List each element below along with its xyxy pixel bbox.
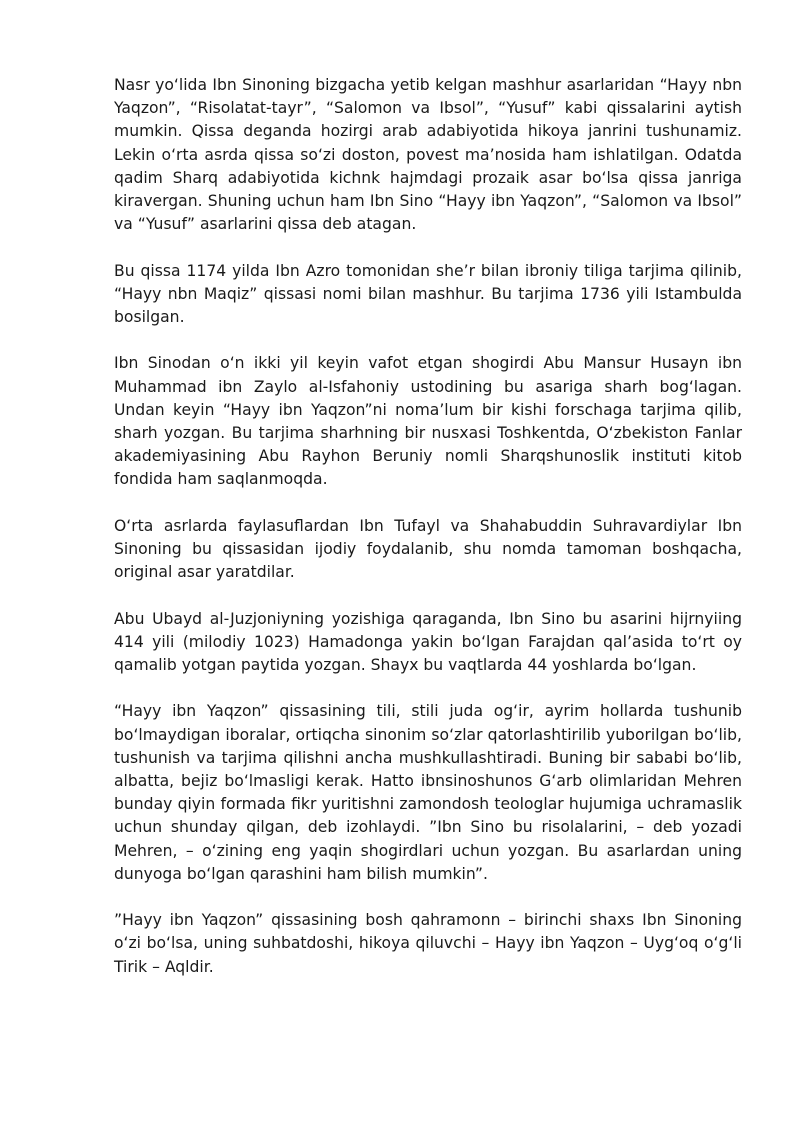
paragraph-6: “Hayy ibn Yaqzon” qissasining tili, stili juda og‘ir, ayrim hollarda tushunib bo‘lmaydigan iboralar, ortiqcha sinonim so‘zlar qatorlashtirilib yuborilgan bo‘lib, tushunish va tarjima qilishni ancha mushkullashtiradi. Buning bir sababi bo‘lib, albatta, bejiz bo‘lmasligi kerak. Hatto ibnsinoshunos G‘arb olimlaridan Mehren bunday qiyin formada fikr yuritishni zamondosh teologlar hujumiga uchramaslik uchun shunday qilgan, deb izohlaydi. ”Ibn Sino bu risolalarini, – deb yozadi Mehren, – o‘zining eng yaqin shogirdlari uchun yozgan. Bu asarlardan uning dunyoga bo‘lgan qarashini ham bilish mumkin”.: [114, 702, 742, 883]
paragraph-7: ”Hayy ibn Yaqzon” qissasining bosh qahramonn – birinchi shaxs Ibn Sinoning o‘zi bo‘lsa, uning suhbatdoshi, hikoya qiluvchi – Hayy ibn Yaqzon – Uyg‘oq o‘g‘li Tirik – Aqldir.: [114, 911, 742, 976]
paragraph-3: Ibn Sinodan o‘n ikki yil keyin vafot etgan shogirdi Abu Mansur Husayn ibn Muhammad ibn Zaylo al-Isfahoniy ustodining bu asariga sharh bog‘lagan. Undan keyin “Hayy ibn Yaqzon”ni noma’lum bir kishi forschaga tarjima qilib, sharh yozgan. Bu tarjima sharhning bir nusxasi Toshkentda, O‘zbekiston Fanlar akademiyasining Abu Rayhon Beruniy nomli Sharqshunoslik instituti kitob fondida ham saqlanmoqda.: [114, 354, 742, 489]
paragraph-5: Abu Ubayd al-Juzjoniyning yozishiga qaraganda, Ibn Sino bu asarini hijrnyiing 414 yili (milodiy 1023) Hamadonga yakin bo‘lgan Farajdan qal’asida to‘rt oy qamalib yotgan paytida yozgan. Shayx bu vaqtlarda 44 yoshlarda bo‘lgan.: [114, 609, 742, 675]
paragraph-4: O‘rta asrlarda faylasuflardan Ibn Tufayl va Shahabuddin Suhravardiylar Ibn Sinoning bu qissasidan ijodiy foydalanib, shu nomda tamoman boshqacha, original asar yaratdilar.: [114, 516, 742, 582]
paragraph-1: Nasr yo‘lida Ibn Sinoning bizgacha yetib kelgan mashhur asarlaridan “Hayy nbn Yaqzon”, “Risolatat-tayr”, “Salomon va Ibsol”, “Yusuf” kabi qissalarini aytish mumkin. Qissa deganda hozirgi arab adabiyotida hikoya janrini tushunamiz. Lekin o‘rta asrda qissa so‘zi doston, povest ma’nosida ham ishlatilgan. Odatda qadim Sharq adabiyotida kichnk hajmdagi prozaik asar bo‘lsa qissa janriga kiravergan. Shuning uchun ham Ibn Sino “Hayy ibn Yaqzon”, “Salomon va Ibsol” va “Yusuf” asarlarini qissa deb atagan.: [114, 76, 742, 234]
paragraph-2: Bu qissa 1174 yilda Ibn Azro tomonidan she’r bilan ibroniy tiliga tarjima qilinib, “Hayy nbn Maqiz” qissasi nomi bilan mashhur. Bu tarjima 1736 yili Istambulda bosilgan.: [114, 261, 742, 327]
document-body: [114, 74, 742, 979]
